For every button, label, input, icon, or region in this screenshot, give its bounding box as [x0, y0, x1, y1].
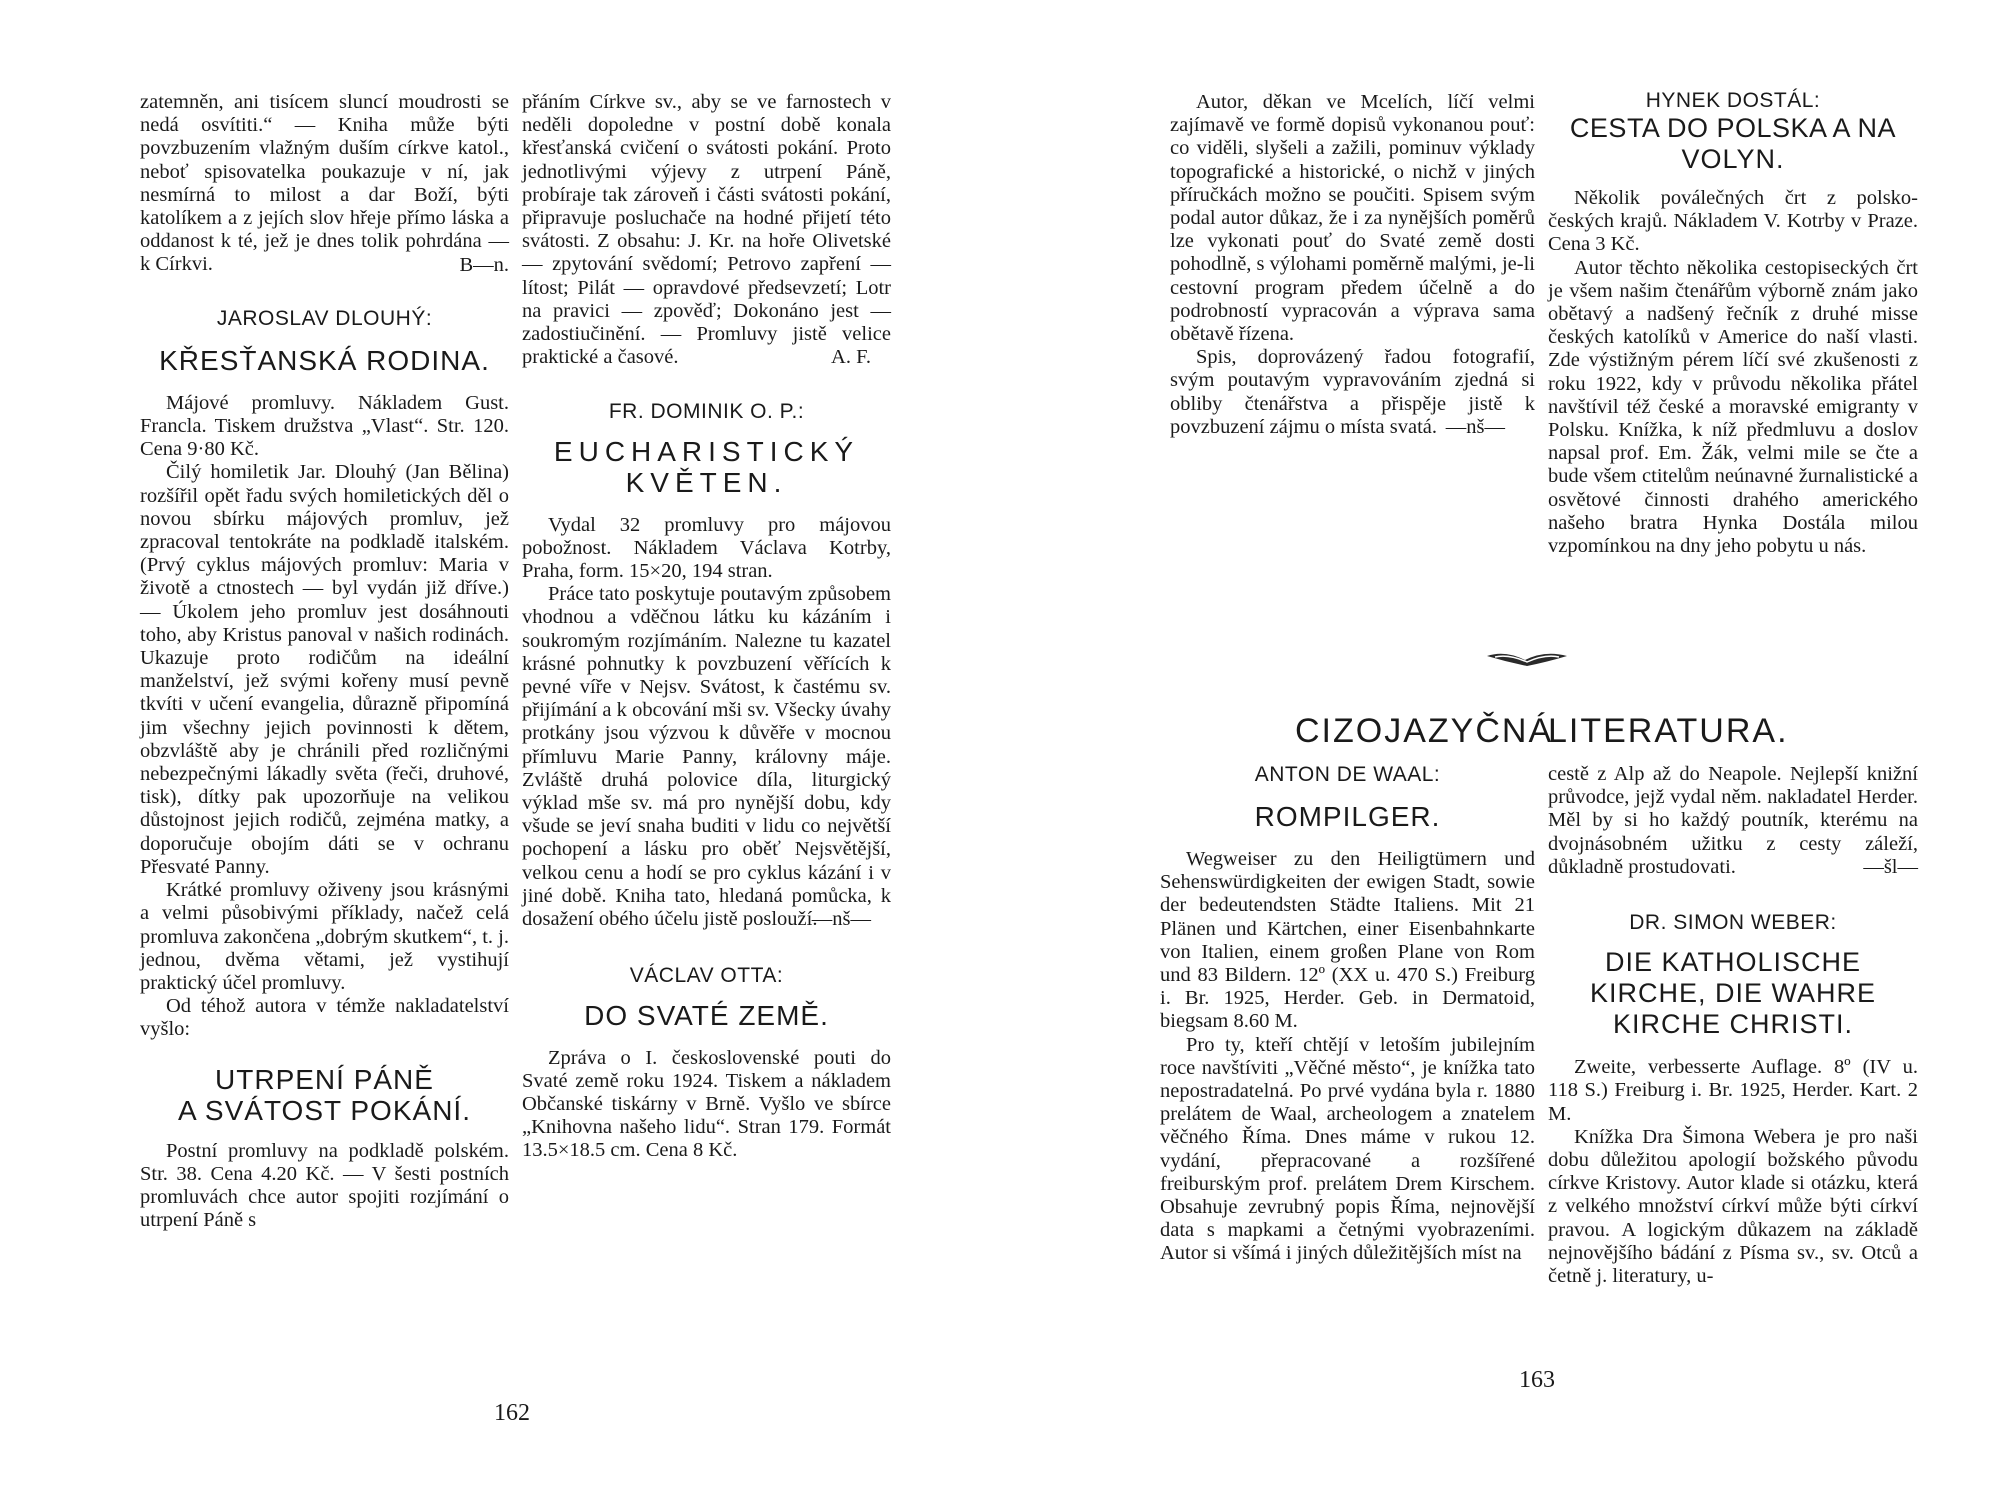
- review-title-line-3: KIRCHE CHRISTI.: [1612, 1009, 1854, 1040]
- section-heading-right: LITERATURA.: [1548, 712, 1789, 750]
- left-column-2: [522, 91, 891, 1163]
- review-author: DR. SIMON WEBER:: [1629, 911, 1837, 935]
- page-number-left: 162: [494, 1400, 530, 1426]
- review-paragraph: Postní promluvy na podkladě polském. Str. 38. Cena 4.20 Kč. — V šesti postních promluvách chce autor spojiti rozjímání o utrpení Páně s: [140, 1139, 509, 1232]
- review-title-line-1: UTRPENÍ PÁNĚ: [215, 1063, 434, 1095]
- continued-signature: A. F.: [831, 346, 871, 369]
- review-paragraph: Spis, doprovázený řadou fotografií, svým poutavým vypravováním zjedná si obliby čtenářstva a přispěje jistě k povzbuzení zájmu o místa svatá.: [1170, 346, 1535, 438]
- continued-signature: —šl—: [1863, 856, 1918, 879]
- continued-paragraph: cestě z Alp až do Neapole. Nejlepší knižní průvodce, jejž vydal něm. nakladatel Herder. Měl by si ho každý poutník, kterému na dvojnásobném užitku z cesty záleží, důkladně prostudovati.: [1548, 763, 1918, 878]
- review-author: JAROSLAV DLOUHÝ:: [216, 306, 433, 330]
- right-column-4: [1548, 763, 1918, 1288]
- review-publication-info: Zweite, verbesserte Auflage. 8º (IV u. 118 S.) Freiburg i. Br. 1925, Herder. Kart. 2 M.: [1548, 1056, 1918, 1125]
- review-title-line-2: KVĚTEN.: [625, 466, 788, 498]
- review-author: HYNEK DOSTÁL:: [1645, 89, 1821, 112]
- review-title-line-2: KIRCHE, DIE WAHRE: [1589, 978, 1877, 1009]
- review-author: ANTON DE WAAL:: [1254, 763, 1441, 786]
- review-paragraph: Od téhož autora v témže nakladatelství vyšlo:: [140, 995, 509, 1041]
- right-column-1: [1170, 91, 1535, 439]
- review-paragraph: Autor, děkan ve Mcelích, líčí velmi zajímavě ve formě dopisů vykonanou pouť: co viděli, slyšeli a zažili, pominuv výklady topografické a historické, o nichž v jiných příručkách možno se poučiti. Spisem svým podal autor důkaz, že i za nynějších poměrů lze vykonati pouť do Svaté země dosti pohodlně, s výlohami poměrně malými, je-li cestovní program předem účelně a do podrobností vypracován a výprava sama obětavě řízena.: [1170, 91, 1535, 346]
- review-paragraph: Krátké promluvy oživeny jsou krásnými a velmi působivými příklady, načež celá promluva zakončena „dobrým skutkem“, t. j. jednou, dvěma větami, jež vystihují praktický účel promluvy.: [140, 879, 509, 994]
- review-paragraph: Práce tato poskytuje poutavým způsobem vhodnou a vděčnou látku ku kázáním i soukromým rozjímáním. Nalezne tu kazatel krásné pohnutky k povzbuzení věřících k pevné víře v Nejsv. Svátost, k častému sv. přijímání a k obcování mši sv. Všecky úvahy protkány jsou výzvou k důvěře v mocnou přímluvu Marie Panny, královny máje. Zvláště druhá polovice díla, liturgický výklad mše sv. má pro nynější dobu, kdy všude se jeví snaha buditi v lidu co největší pochopení a lásku pro oběť Nejsvětější, velkou cenu a hodí se pro cyklus kázání i v jiné době. Kniha tato, hledaná pomůcka, k dosažení obého účelu jistě poslouží.: [522, 583, 891, 931]
- review-signature: —nš—: [1445, 416, 1505, 439]
- left-column-1: [140, 91, 509, 1232]
- review-title: DO SVATÉ ZEMĚ.: [584, 999, 829, 1031]
- review-publication-info: Vydal 32 promluvy pro májovou pobožnost. Nákladem Václava Kotrby, Praha, form. 15×20, 194 stran.: [522, 513, 891, 583]
- review-author: VÁCLAV OTTA:: [629, 963, 784, 987]
- review-title-line-2: A SVÁTOST POKÁNÍ.: [178, 1094, 471, 1126]
- review-paragraph: Autor těchto několika cestopiseckých črt je všem našim čtenářům výborně znám jako obětavý a nadšený řečník z druhé misse českých katolíků v Americe do naší vlasti. Zde výstižným pérem líčí své zkušenosti z roku 1922, kdy v průvodu několika přátel navštívil též české a moravské emigranty v Polsku. Knížka, k níž předmluvu a doslov napsal prof. Em. Žák, velmi mile se čte a bude všem ctitelům neúnavné žurnalistické a osvětové činnosti drahého amerického našeho bratra Hynka Dostála milou vzpomínkou na dny jeho pobytu u nás.: [1548, 256, 1918, 558]
- review-paragraph: Zpráva o I. československé pouti do Svaté země roku 1924. Tiskem a nákladem Občanské tiskárny v Brně. Vyšlo ve sbírce „Knihovna našeho lidu“. Stran 179. Formát 13.5×18.5 cm. Cena 8 Kč.: [522, 1046, 891, 1162]
- page-number-right: 163: [1519, 1367, 1555, 1393]
- review-paragraph: Čilý homiletik Jar. Dlouhý (Jan Bělina) rozšířil opět řadu svých homiletických děl o novou sbírku májových promluv, jež zpracoval tentokráte na podkladě italském. (Prvý cyklus májových promluv: Maria v životě a ctnostech — byl vydán již dříve.) — Úkolem jeho promluv jest dosáhnouti toho, aby Kristus panoval v našich rodinách. Ukazuje proto rodičům na ideální manželství, jež svými kořeny musí pevně tkvíti v učení evangelia, důrazně připomíná jim všechny jejich povinnosti k dětem, obzvláště aby je chránili před rozličnými nebezpečnými lákadly světa (řeči, druhové, tisk), dítky pak upozorňuje na velikou důstojnost jejich rodičů, zejména matky, a doporučuje obojím dáti se v ochranu Přesvaté Panny.: [140, 461, 509, 878]
- review-paragraph: Pro ty, kteří chtějí v letoším jubilejním roce navštíviti „Věčné město“, je knížka tato nepostradatelná. Po prvé vydána byla r. 1880 prelátem de Waal, archeologem a znatelem věčného Říma. Dnes máme v rukou 12. vydání, přepracované a rozšířené freiburským prof. prelátem Drem Kirschem. Obsahuje zevrubný popis Říma, nejnovější data s mapkami a četnými vyobrazeními. Autor si všímá i jiných důležitějších míst na: [1160, 1033, 1535, 1265]
- review-paragraph: Knížka Dra Šimona Webera je pro naši dobu důležitou apologií božského původu církve Kristovy. Autor klade si otázku, která z velkého množství církví může býti církví pravou. A logickým důkazem na základě nejnovějšího bádání z Písma sv., sv. Otců a četně j. literatury, u-: [1548, 1125, 1918, 1288]
- review-title-line-1: EUCHARISTICKÝ: [553, 435, 860, 467]
- review-title-line-1: CESTA DO POLSKA A NA: [1569, 113, 1897, 143]
- review-title: KŘESŤANSKÁ RODINA.: [159, 344, 490, 376]
- right-column-2: [1548, 89, 1918, 558]
- review-publication-info: Májové promluvy. Nákladem Gust. Francla. Tiskem družstva „Vlast“. Str. 120. Cena 9·80 Kč.: [140, 391, 509, 461]
- review-publication-info: Wegweiser zu den Heiligtümern und Sehenswürdigkeiten der ewigen Stadt, sowie der bedeutendsten Städte Italiens. Mit 21 Plänen und Kärtchen, einer Eisenbahnkarte von Italien, einem großen Plane von Rom und 83 Bildern. 12º (XX u. 470 S.) Freiburg i. Br. 1925, Herder. Geb. in Dermatoid, biegsam 8.60 M.: [1160, 848, 1535, 1033]
- continued-paragraph: přáním Církve sv., aby se ve farnostech v neděli dopoledne v postní době konala křesťanská cvičení o svátosti pokání. Proto jednotlivými výjevy z utrpení Páně, probíraje tak zároveň i části svátosti pokání, připravuje posluchače na hodné přijetí této svátosti. Z obsahu: J. Kr. na hoře Olivetské — zpytování svědomí; Petrovo zapření — lítost; Pilát — opravdové předsevzetí; Lotr na pravici — zpověď; Dokonáno jest — zadostiučinění. — Promluvy jistě velice praktické a časové.: [522, 91, 891, 369]
- intro-signature: B—n.: [459, 253, 509, 276]
- review-author: FR. DOMINIK O. P.:: [608, 399, 805, 423]
- intro-paragraph: zatemněn, ani tisícem sluncí moudrosti se nedá osvítiti.“ — Kniha může býti povzbuzením vlažným duším církve katol., neboť spisovatelka poukazuje v ní, jak nesmírná to milost a dar Boží, býti katolíkem a z jejích slov hřeje přímo láska a oddanost k té, jež je dnes tolik pohrdána — k Církvi.: [140, 91, 509, 276]
- review-title: ROMPILGER.: [1254, 801, 1441, 832]
- right-column-3: [1160, 763, 1535, 1266]
- review-title-line-1: DIE KATHOLISCHE: [1604, 947, 1862, 978]
- review-title-line-2: VOLYN.: [1681, 144, 1785, 174]
- review-signature: —nš—: [811, 908, 871, 931]
- ornament-divider-icon: [1485, 648, 1569, 670]
- review-publication-info: Několik poválečných črt z polsko-českých krajů. Nákladem V. Kotrby v Praze. Cena 3 Kč.: [1548, 187, 1918, 256]
- section-heading-left: CIZOJAZYČNÁ: [1295, 712, 1554, 750]
